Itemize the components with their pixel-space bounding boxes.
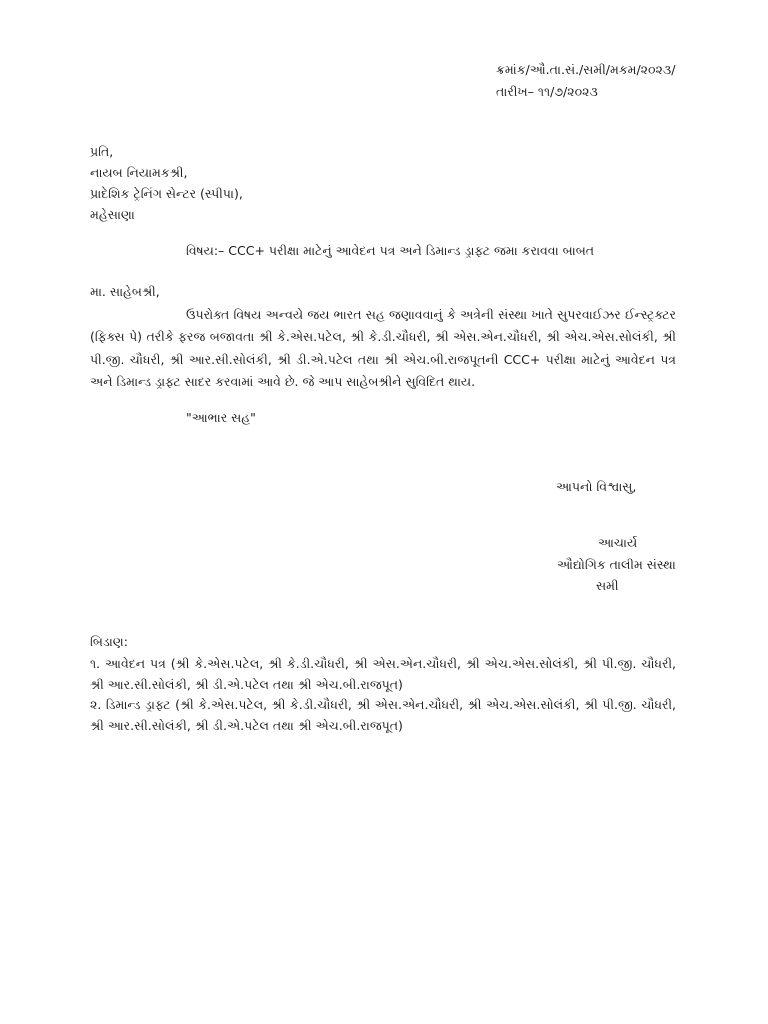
body-paragraph: ઉપરોક્ત વિષય અન્વયે જય ભારત સહ જણાવવાનું કે અત્રેની સંસ્થા ખાતે સુપરવાઈઝર ઈન્સ્ટ્રક્ટર (ફિક્સ પે) તરીકે ફરજ બજાવતા શ્રી કે.એસ.પટેલ, શ્રી કે.ડી.ચૌધરી, શ્રી એસ.એન.ચૌધરી, શ્રી એચ.એસ.સોલંકી, શ્રી પી.જી. ચૌધરી, શ્રી આર.સી.સોલંકી, શ્રી ડી.એ.પટેલ તથા શ્રી એચ.બી.રાજપૂતની CCC+ પરીક્ષા માટેનું આવેદન પત્ર અને ડિમાન્ડ ડ્રાફ્ટ સાદર કરવામાં આવે છે. જે આપ સાહેબશ્રીને સુવિદિત થાય. bbox=[90, 307, 676, 389]
signature-place: સમી bbox=[596, 578, 619, 593]
signature-designation: આચાર્ય bbox=[598, 535, 638, 550]
closing-thanks: "આભાર સહ" bbox=[186, 410, 256, 425]
signature-yours: આપનો વિશ્વાસુ, bbox=[556, 479, 637, 494]
subject-line: વિષય:– CCC+ પરીક્ષા માટેનું આવેદન પત્ર અને ડિમાન્ડ ડ્રાફ્ટ જમા કરાવવા બાબત bbox=[186, 243, 595, 258]
recipient-office: પ્રાદેશિક ટ્રેનિંગ સેન્ટર (સ્પીપા), bbox=[90, 186, 243, 201]
enclosure-item: ૧. આવેદન પત્ર (શ્રી કે.એસ.પટેલ, શ્રી કે.ડી.ચૌધરી, શ્રી એસ.એન.ચૌધરી, શ્રી એચ.એસ.સોલંકી, શ્રી પી.જી. ચૌધરી, શ્રી આર.સી.સોલંકી, શ્રી ડી.એ.પટેલ તથા શ્રી એચ.બી.રાજપૂત) bbox=[90, 656, 676, 692]
salutation: મા. સાહેબશ્રી, bbox=[90, 284, 160, 299]
letter-date: તારીખ– ૧૧/૭/૨૦૨૩ bbox=[496, 84, 598, 99]
recipient-to: પ્રતિ, bbox=[90, 144, 114, 159]
enclosures-title: બિડાણ: bbox=[90, 634, 128, 649]
recipient-city: મહેસાણા bbox=[90, 207, 135, 222]
recipient-title: નાયબ નિયામકશ્રી, bbox=[90, 165, 188, 180]
enclosure-item: ૨. ડિમાન્ડ ડ્રાફ્ટ (શ્રી કે.એસ.પટેલ, શ્રી કે.ડી.ચૌધરી, શ્રી એસ.એન.ચૌધરી, શ્રી એચ.એસ.સોલંકી, શ્રી પી.જી. ચૌધરી, શ્રી આર.સી.સોલંકી, શ્રી ડી.એ.પટેલ તથા શ્રી એચ.બી.રાજપૂત) bbox=[90, 697, 676, 733]
reference-number: ક્રમાંક/ઔ.તા.સં./સમી/મકમ/૨૦૨૩/ bbox=[496, 62, 676, 77]
signature-institute: ઔદ્યોગિક તાલીમ સંસ્થા bbox=[557, 557, 676, 572]
